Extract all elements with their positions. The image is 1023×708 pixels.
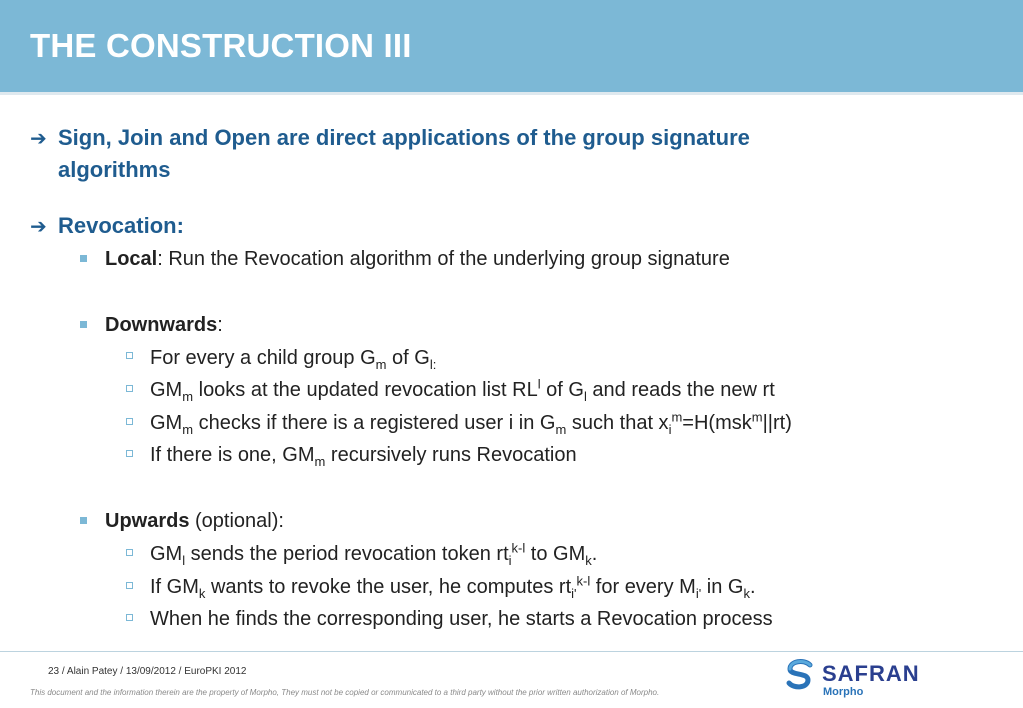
upwards-sub-item-3 — [150, 606, 773, 632]
text: . — [749, 576, 756, 598]
logo-subtitle: Morpho — [823, 686, 864, 698]
upwards-label: Upwards — [105, 510, 190, 532]
subscript: i — [668, 422, 672, 437]
superscript: k-l — [511, 540, 526, 556]
text: looks at the updated revocation list RL — [193, 379, 538, 401]
text: for every M — [590, 576, 696, 598]
text: GM — [150, 379, 183, 401]
subscript: i — [508, 553, 512, 568]
bullet-revocation: Revocation: — [58, 213, 184, 238]
superscript: m — [671, 409, 683, 425]
downwards-label: Downwards — [105, 314, 218, 336]
subscript: m — [555, 422, 567, 437]
downwards-item — [105, 312, 223, 338]
square-bullet-icon — [80, 255, 87, 262]
text: of G — [386, 347, 430, 369]
text: GM — [150, 412, 183, 434]
text: checks if there is a registered user i in G — [193, 412, 556, 434]
text: For every a child group G — [150, 347, 376, 369]
safran-morpho-logo — [786, 657, 936, 701]
text: If there is one, GM — [150, 444, 315, 466]
local-item — [105, 246, 730, 272]
title-bar — [0, 0, 1023, 92]
hollow-square-bullet-icon — [126, 614, 133, 621]
text: in G — [701, 576, 744, 598]
superscript: k-l — [576, 573, 591, 589]
upwards-item — [105, 508, 284, 534]
footer-divider — [0, 651, 1023, 652]
text: ||rt) — [762, 412, 792, 434]
text: to GM — [525, 543, 586, 565]
safran-swirl-icon — [786, 659, 816, 691]
subscript: l: — [429, 357, 437, 372]
subscript: i' — [571, 586, 577, 601]
text: GM — [150, 543, 183, 565]
square-bullet-icon — [80, 321, 87, 328]
text: and reads the new rt — [586, 379, 775, 401]
hollow-square-bullet-icon — [126, 549, 133, 556]
footer-info: 23 / Alain Patey / 13/09/2012 / EuroPKI 2012 — [48, 666, 247, 677]
downwards-sub-item-4 — [150, 442, 577, 468]
superscript: m — [751, 409, 763, 425]
subscript: m — [314, 454, 326, 469]
footer-disclaimer: This document and the information therein are the property of Morpho, They must not be copied or communicated to a third party without the prior written authorization of Morpho. — [30, 688, 660, 697]
text: If GM — [150, 576, 199, 598]
text: wants to revoke the user, he computes rt — [205, 576, 572, 598]
subscript: l — [182, 553, 186, 568]
subscript: k — [743, 586, 750, 601]
text: such that x — [566, 412, 669, 434]
upwards-sub-item-2 — [150, 574, 756, 600]
square-bullet-icon — [80, 517, 87, 524]
logo-wordmark: SAFRAN — [822, 661, 920, 686]
text: . — [591, 543, 598, 565]
superscript: l — [537, 376, 541, 392]
subscript: m — [182, 389, 194, 404]
subscript: k — [198, 586, 206, 601]
upwards-sub-item-1 — [150, 541, 597, 567]
hollow-square-bullet-icon — [126, 385, 133, 392]
bullet-apps-line1: Sign, Join and Open are direct applications of the group signature — [58, 125, 750, 150]
local-text: : Run the Revocation algorithm of the underlying group signature — [157, 248, 730, 270]
arrow-bullet-icon: ➔ — [30, 128, 47, 150]
slide-title: THE CONSTRUCTION III — [30, 27, 412, 64]
downwards-sub-item-1 — [150, 345, 436, 371]
local-label: Local — [105, 248, 158, 270]
arrow-bullet-icon: ➔ — [30, 216, 47, 238]
hollow-square-bullet-icon — [126, 418, 133, 425]
downwards-tail: : — [217, 314, 223, 336]
subscript: m — [182, 422, 194, 437]
text: recursively runs Revocation — [325, 444, 577, 466]
bullet-apps-line2: algorithms — [58, 157, 171, 182]
text: of G — [540, 379, 584, 401]
subscript: k — [585, 553, 592, 568]
subscript: m — [375, 357, 387, 372]
text: When he finds the corresponding user, he starts a Revocation process — [150, 608, 773, 630]
downwards-sub-item-2 — [150, 377, 775, 403]
title-divider — [0, 92, 1023, 95]
upwards-tail: (optional): — [189, 510, 284, 532]
hollow-square-bullet-icon — [126, 352, 133, 359]
text: sends the period revocation token rt — [185, 543, 509, 565]
subscript: l — [583, 389, 587, 404]
text: =H(msk — [682, 412, 752, 434]
subscript: i' — [695, 586, 702, 601]
downwards-sub-item-3 — [150, 410, 792, 436]
hollow-square-bullet-icon — [126, 582, 133, 589]
hollow-square-bullet-icon — [126, 450, 133, 457]
